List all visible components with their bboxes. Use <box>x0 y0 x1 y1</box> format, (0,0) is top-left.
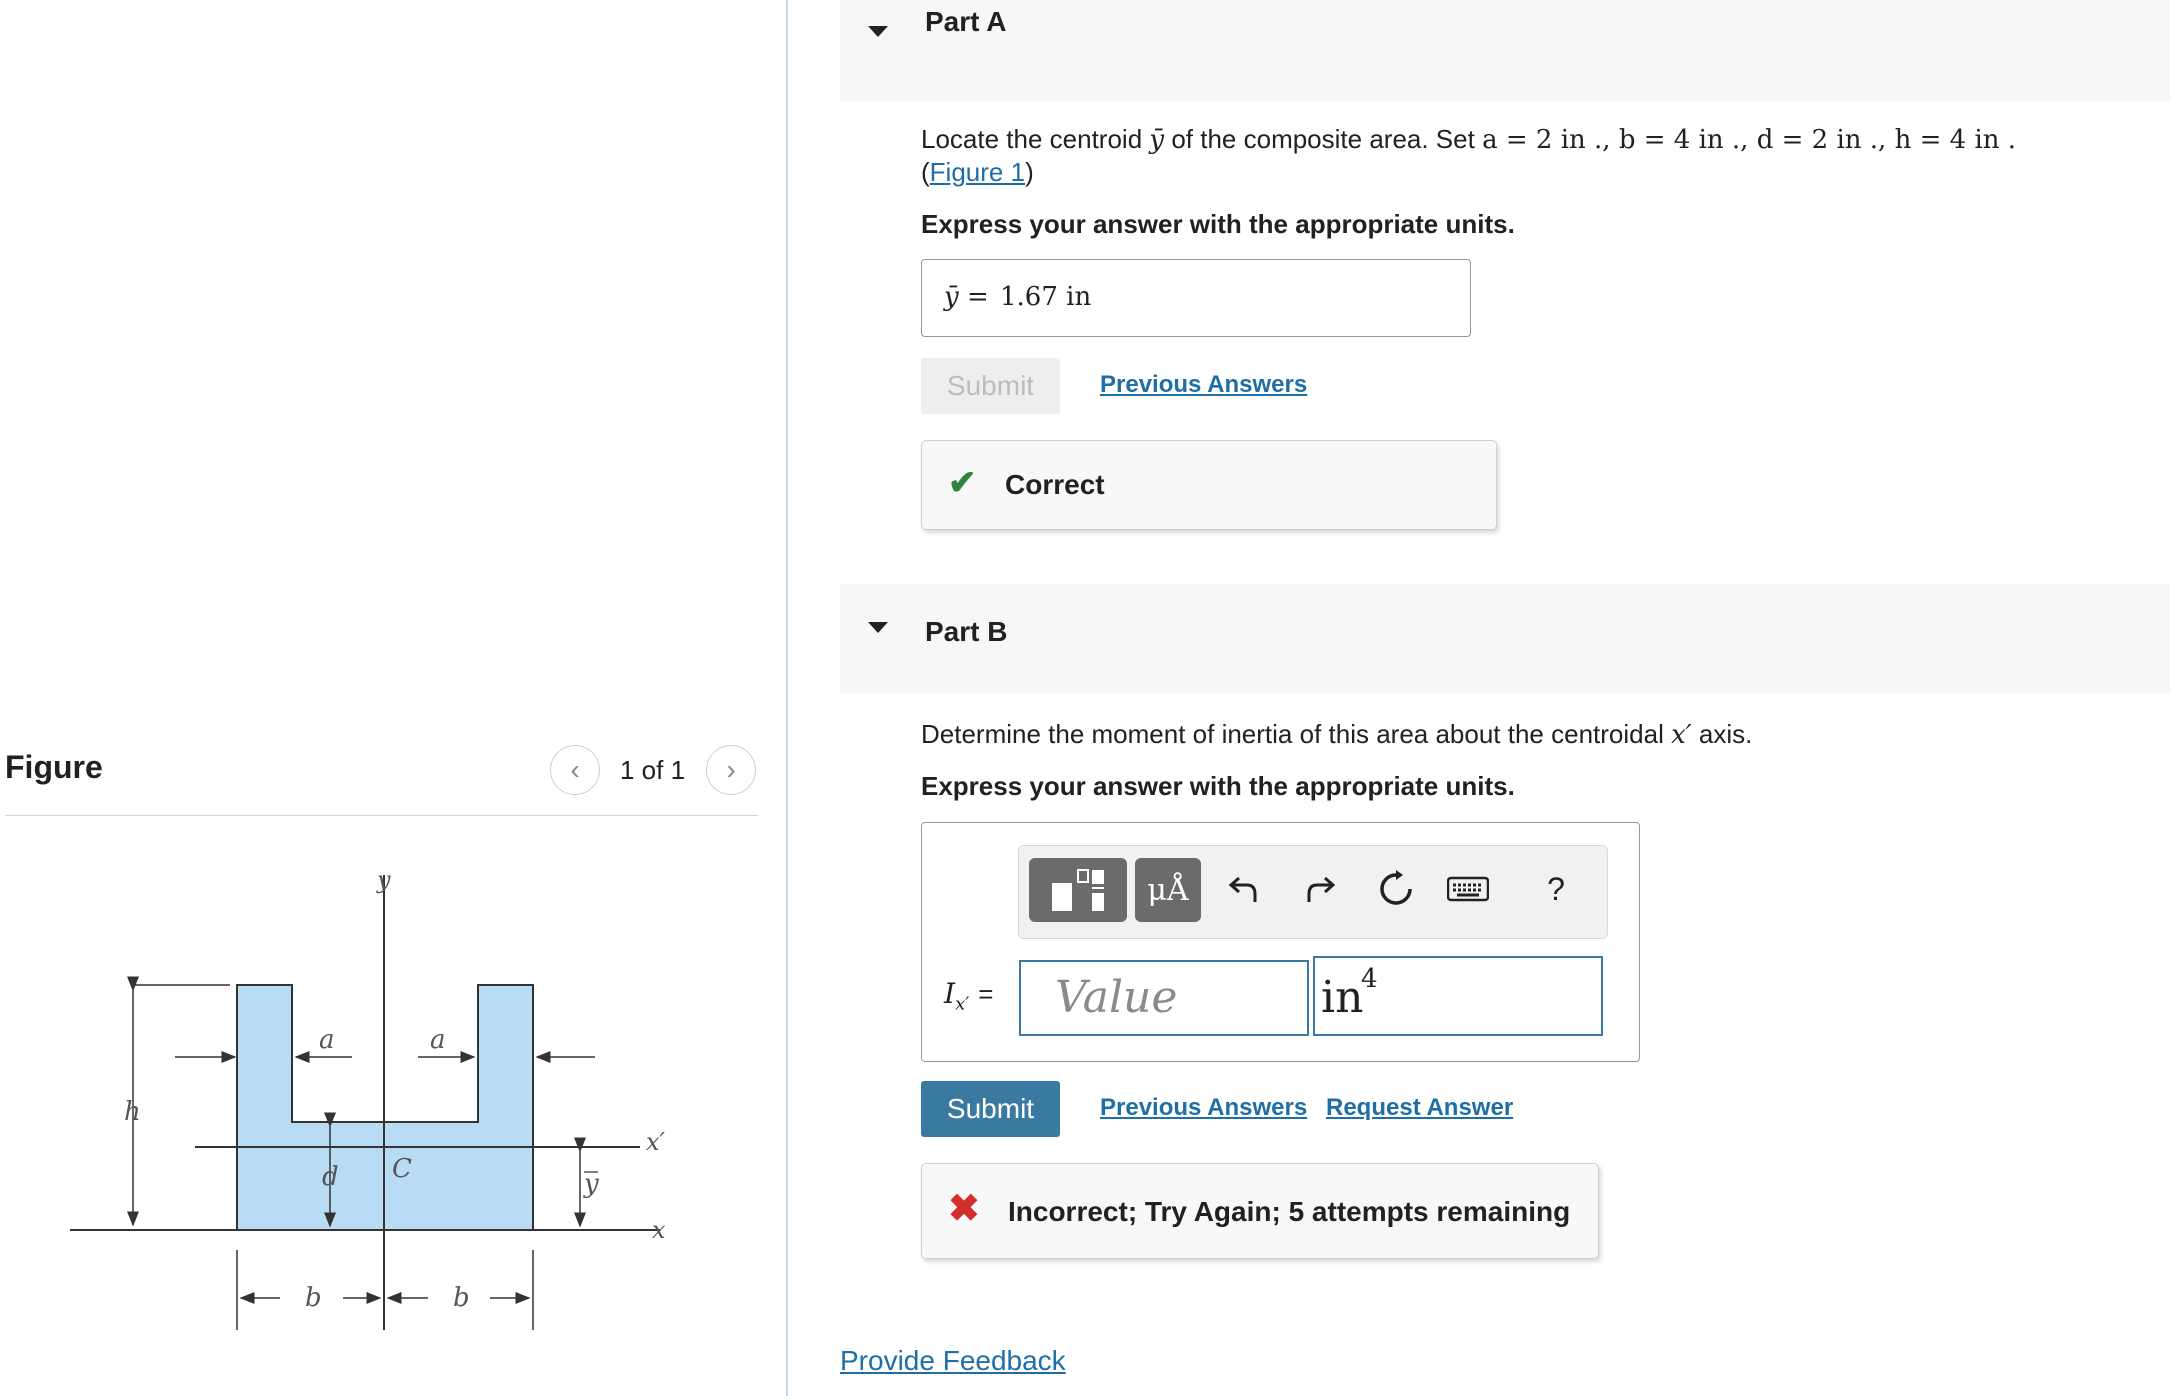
request-answer-link[interactable]: Request Answer <box>1326 1094 1514 1121</box>
collapse-caret-icon <box>868 26 888 37</box>
x-axis-label: x <box>652 1216 666 1244</box>
help-button[interactable]: ? <box>1547 870 1565 907</box>
part-b-feedback <box>921 1163 1599 1259</box>
part-b-answer-container <box>921 822 1640 1062</box>
figure-title: Figure <box>5 749 103 785</box>
part-a-header[interactable] <box>840 0 2170 102</box>
figure-link[interactable]: Figure 1 <box>929 157 1026 187</box>
reset-icon[interactable] <box>1371 864 1421 914</box>
units-value: in <box>1321 972 1364 1023</box>
part-b-header[interactable] <box>840 584 2170 694</box>
y-axis-label: y <box>377 866 391 894</box>
part-b-feedback-text: Incorrect; Try Again; 5 attempts remaining <box>1008 1196 1571 1227</box>
part-a-answer-box <box>921 259 1471 337</box>
part-a-answer-value: 1.67 in <box>1000 282 1092 312</box>
part-b-instruction: Express your answer with the appropriate units. <box>921 771 1515 801</box>
value-input[interactable] <box>1019 960 1309 1036</box>
templates-button[interactable] <box>1029 858 1127 922</box>
a-left-label: a <box>319 1025 335 1055</box>
part-a-figure-link-line: (Figure 1) <box>921 157 1034 187</box>
part-a-answer-label: ȳ = <box>944 282 989 312</box>
units-exponent: 4 <box>1361 964 1378 994</box>
part-b-question: Determine the moment of inertia of this area about the centroidal x′ axis. <box>921 719 1753 750</box>
units-button[interactable]: μÅ <box>1135 858 1201 922</box>
h-label: h <box>124 1097 141 1127</box>
part-b-previous-answers-link[interactable]: Previous Answers <box>1100 1094 1308 1121</box>
part-b-submit-button[interactable]: Submit <box>921 1081 1060 1137</box>
centroid-label: C <box>392 1154 412 1184</box>
figure-header <box>5 745 758 816</box>
part-a-submit-button[interactable]: Submit <box>921 358 1060 414</box>
x-prime-axis-label: x′ <box>646 1128 665 1156</box>
a-right-label: a <box>430 1025 446 1055</box>
part-a-instruction: Express your answer with the appropriate units. <box>921 209 1515 239</box>
b-right-label: b <box>453 1283 470 1313</box>
part-a-question: Locate the centroid ȳ of the composite area. Set a = 2 in ., b = 4 in ., d = 2 in ., h = 4 in . <box>921 124 2017 155</box>
incorrect-x-icon: ✖ <box>948 1188 980 1230</box>
part-a-feedback <box>921 440 1497 530</box>
keyboard-icon[interactable] <box>1443 864 1493 914</box>
units-input[interactable] <box>1313 956 1603 1036</box>
checkmark-icon: ✔ <box>948 464 977 502</box>
redo-icon[interactable] <box>1295 864 1345 914</box>
templates-icon <box>1048 865 1108 915</box>
collapse-caret-icon <box>868 622 888 633</box>
chevron-left-icon: ‹ <box>570 754 580 785</box>
part-a-feedback-text: Correct <box>1005 469 1105 500</box>
part-b-title: Part B <box>925 616 1008 647</box>
part-b-answer-label: $I_{x'}$ = <box>944 977 994 1015</box>
figure-panel <box>0 0 786 1396</box>
b-left-label: b <box>305 1283 322 1313</box>
figure-counter: 1 of 1 <box>620 755 686 785</box>
part-a-previous-answers-link[interactable]: Previous Answers <box>1100 371 1308 398</box>
panel-divider <box>786 0 788 1396</box>
d-label: d <box>322 1162 339 1192</box>
math-toolbar <box>1018 845 1608 939</box>
previous-figure-button[interactable] <box>550 745 600 795</box>
part-a-title: Part A <box>925 6 1007 37</box>
chevron-right-icon: › <box>726 754 736 785</box>
provide-feedback-link[interactable]: Provide Feedback <box>840 1345 1066 1376</box>
next-figure-button[interactable] <box>706 745 756 795</box>
ybar-label: y <box>584 1169 599 1199</box>
value-placeholder: Value <box>1055 972 1178 1023</box>
composite-area-figure <box>60 860 680 1340</box>
undo-icon[interactable] <box>1219 864 1269 914</box>
